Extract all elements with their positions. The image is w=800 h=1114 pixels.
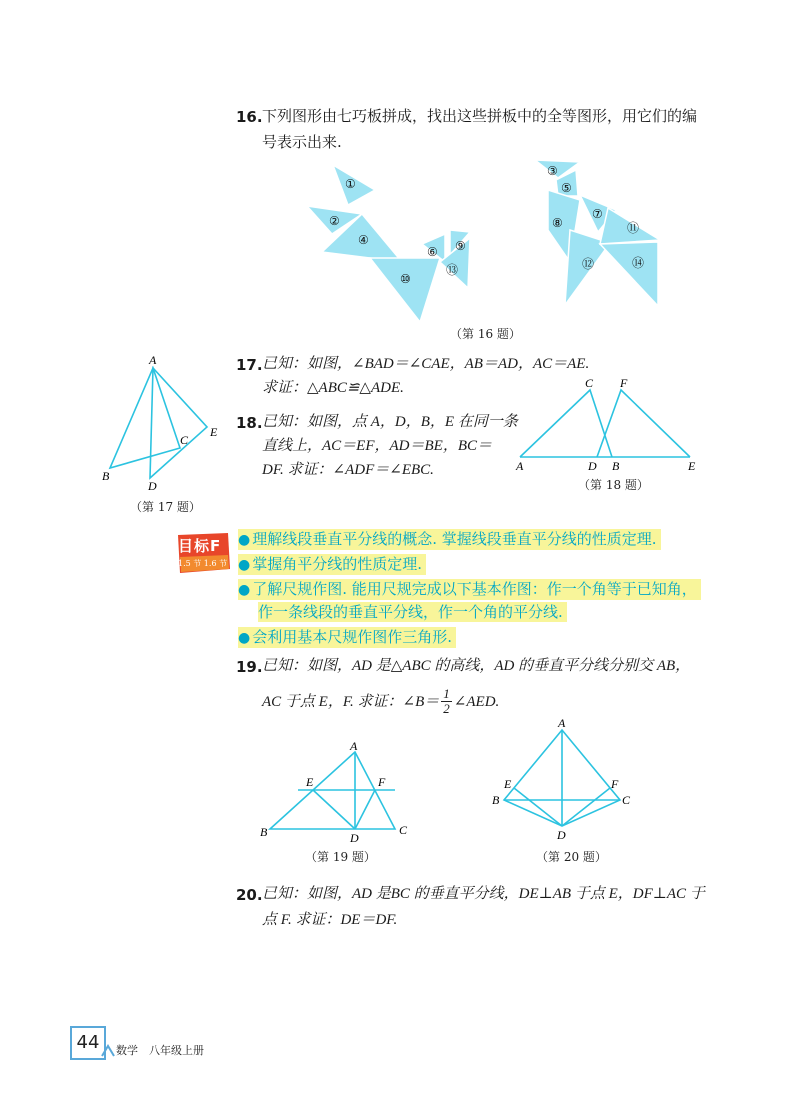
q20-label-b: B <box>492 793 500 807</box>
q18-caption: （第 18 题） <box>578 478 649 492</box>
q17-number: 17. <box>236 356 263 374</box>
q16-text-line2: 号表示出来. <box>262 133 342 151</box>
q20-label-f: F <box>611 777 619 791</box>
q19-text-line2: AC 于点 E，F. 求证：∠B＝ $\frac{1}{2}$ ∠AED. <box>262 686 500 716</box>
q17-label-d: D <box>148 479 157 493</box>
goal-line-1: ● 理解线段垂直平分线的概念. 掌握线段垂直平分线的性质定理. <box>238 529 661 550</box>
q20-caption: （第 20 题） <box>536 850 607 864</box>
page-number: 44 <box>70 1026 106 1060</box>
q20-label-a: A <box>558 716 566 730</box>
q16-text-line1: 下列图形由七巧板拼成，找出这些拼板中的全等图形，用它们的编 <box>262 107 698 125</box>
piece-label-12: ⑫ <box>582 257 595 271</box>
q17-label-a: A <box>149 353 157 367</box>
piece-label-9: ⑨ <box>455 239 466 253</box>
q19-text-line1: 已知：如图，AD 是△ABC 的高线，AD 的垂直平分线分别交 AB， <box>262 658 691 674</box>
goal-line-3: ● 了解尺规作图. 能用尺规完成以下基本作图：作一个角等于已知角， <box>238 579 701 600</box>
piece-label-1: ① <box>345 177 356 191</box>
q17-label-c: C <box>180 433 189 447</box>
q20-text-line2: 点 F. 求证：DE＝DF. <box>262 912 398 928</box>
piece-label-14: ⑭ <box>632 256 645 270</box>
q18-text-line3: DF. 求证：∠ADF＝∠EBC. <box>262 462 434 478</box>
q18-diagram <box>510 375 700 475</box>
q19-segment-fd <box>355 790 375 829</box>
q17-diagram <box>100 350 230 495</box>
q18-label-d: D <box>588 459 597 473</box>
q19-label-c: C <box>399 823 408 837</box>
q19-label-d: D <box>350 831 359 845</box>
goal-f-badge-title: 目标F <box>178 537 222 555</box>
q19-diagram <box>255 735 425 845</box>
q19-label-b: B <box>260 825 268 839</box>
piece-label-6: ⑥ <box>427 245 438 259</box>
tangram-figures <box>300 155 680 325</box>
goal-line-5: ● 会利用基本尺规作图作三角形. <box>238 627 456 648</box>
q18-label-b: B <box>612 459 620 473</box>
q20-diagram <box>485 712 645 847</box>
q17-caption: （第 17 题） <box>130 500 201 514</box>
piece-label-10: ⑩ <box>400 272 411 286</box>
q19-number: 19. <box>236 658 263 676</box>
piece-label-3: ③ <box>547 164 558 178</box>
goal-f-badge <box>172 531 234 575</box>
q16-caption: （第 16 题） <box>450 327 521 341</box>
book-title: 数学 八年级上册 <box>116 1044 204 1057</box>
piece-label-5: ⑤ <box>561 181 572 195</box>
q18-label-a: A <box>516 459 524 473</box>
piece-label-7: ⑦ <box>592 207 603 221</box>
goal-line-2: ● 掌握角平分线的性质定理. <box>238 554 426 575</box>
tangram-piece-10 <box>370 258 440 322</box>
goal-line-4: 作一条线段的垂直平分线，作一个角的平分线. <box>258 602 567 622</box>
q18-number: 18. <box>236 414 263 432</box>
q19-caption: （第 19 题） <box>305 850 376 864</box>
q20-text-line1: 已知：如图，AD 是BC 的垂直平分线，DE⊥AB 于点 E，DF⊥AC 于 <box>262 886 705 902</box>
q20-label-c: C <box>622 793 631 807</box>
q20-label-e: E <box>504 777 512 791</box>
q17-triangle-abc <box>110 368 180 468</box>
tangram-piece-14 <box>600 242 658 306</box>
q20-number: 20. <box>236 886 263 904</box>
q18-triangle-dfe <box>597 390 690 457</box>
q18-triangle-acb <box>520 390 612 457</box>
q18-text-line1: 已知：如图，点 A，D，B，E 在同一条 <box>262 414 518 430</box>
q20-label-d: D <box>557 828 566 842</box>
q19-label-e: E <box>306 775 314 789</box>
piece-label-2: ② <box>329 214 340 228</box>
q17-label-e: E <box>210 425 218 439</box>
q17-text-line2: 求证：△ABC≌△ADE. <box>262 380 404 396</box>
q18-label-e: E <box>688 459 696 473</box>
q17-label-b: B <box>102 469 110 483</box>
piece-label-13: ⑬ <box>446 263 459 277</box>
piece-label-11: ⑪ <box>627 221 640 235</box>
q17-text-line1: 已知：如图，∠BAD＝∠CAE，AB＝AD，AC＝AE. <box>262 356 590 372</box>
q16-number: 16. <box>236 108 263 126</box>
q18-text-line2: 直线上，AC＝EF，AD＝BE，BC＝ <box>262 438 492 454</box>
q19-label-f: F <box>378 775 386 789</box>
q18-label-f: F <box>620 376 628 390</box>
q19-label-a: A <box>350 739 358 753</box>
goal-f-badge-sections: 1.5 节 1.6 节 <box>178 559 228 568</box>
q19-segment-ed <box>313 790 355 829</box>
q18-label-c: C <box>585 376 594 390</box>
q19-fraction: $\frac{1}{2}$ <box>443 686 450 716</box>
piece-label-8: ⑧ <box>552 216 563 230</box>
piece-label-4: ④ <box>358 233 369 247</box>
